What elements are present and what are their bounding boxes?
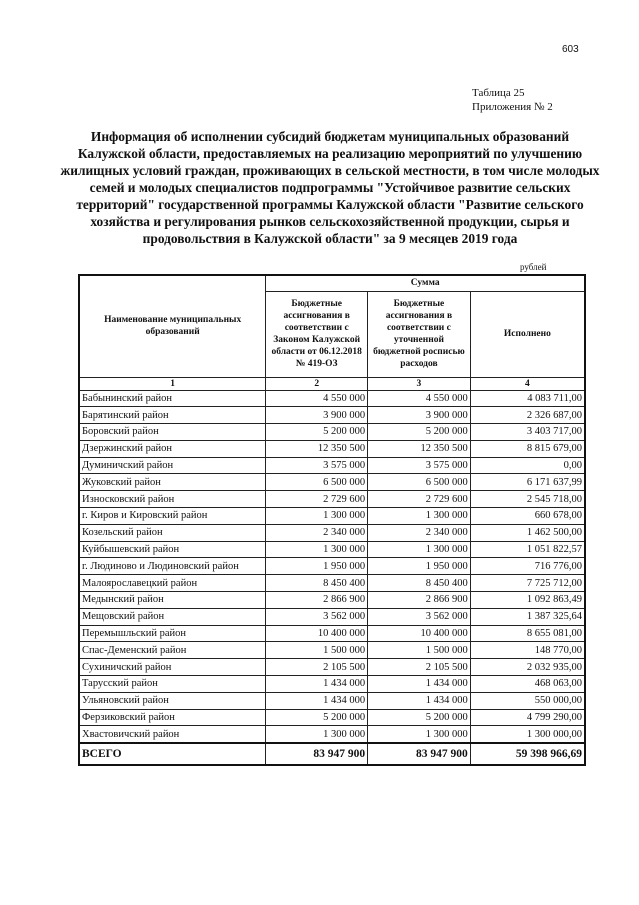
refined-allocation: 6 500 000 [368, 474, 471, 491]
refined-allocation: 10 400 000 [368, 625, 471, 642]
col-number: 3 [368, 377, 471, 390]
table-row [79, 625, 585, 642]
col-number: 1 [79, 377, 266, 390]
municipality-name: Медынский район [79, 592, 266, 609]
executed-amount: 2 545 718,00 [470, 491, 585, 508]
table-row [79, 474, 585, 491]
table-row [79, 608, 585, 625]
municipality-name: Барятинский район [79, 407, 266, 424]
page-number: 603 [562, 44, 579, 55]
executed-amount: 4 083 711,00 [470, 390, 585, 407]
law-allocation: 1 434 000 [266, 676, 368, 693]
law-allocation: 6 500 000 [266, 474, 368, 491]
refined-allocation: 3 562 000 [368, 608, 471, 625]
municipality-name: Спас-Деменский район [79, 642, 266, 659]
municipality-name: Малоярославецкий район [79, 575, 266, 592]
table-row [79, 642, 585, 659]
law-allocation: 2 729 600 [266, 491, 368, 508]
municipality-name: Хвастовичский район [79, 726, 266, 743]
law-allocation: 83 947 900 [266, 743, 368, 765]
refined-allocation: 2 340 000 [368, 524, 471, 541]
executed-amount: 0,00 [470, 457, 585, 474]
executed-amount: 1 462 500,00 [470, 524, 585, 541]
table-row [79, 659, 585, 676]
refined-allocation: 1 300 000 [368, 541, 471, 558]
refined-allocation: 1 434 000 [368, 692, 471, 709]
executed-amount: 8 815 679,00 [470, 440, 585, 457]
refined-allocation: 4 550 000 [368, 390, 471, 407]
appendix-number: Приложения № 2 [472, 101, 553, 113]
law-allocation: 2 866 900 [266, 592, 368, 609]
law-allocation: 3 562 000 [266, 608, 368, 625]
executed-amount: 1 387 325,64 [470, 608, 585, 625]
table-row [79, 676, 585, 693]
municipality-name: Ульяновский район [79, 692, 266, 709]
executed-amount: 7 725 712,00 [470, 575, 585, 592]
refined-allocation: 2 866 900 [368, 592, 471, 609]
law-allocation: 1 300 000 [266, 541, 368, 558]
refined-allocation: 12 350 500 [368, 440, 471, 457]
law-allocation: 3 900 000 [266, 407, 368, 424]
refined-allocation: 5 200 000 [368, 709, 471, 726]
law-allocation: 1 950 000 [266, 558, 368, 575]
municipality-name: ВСЕГО [79, 743, 266, 765]
municipality-name: Жуковский район [79, 474, 266, 491]
municipality-name: Боровский район [79, 424, 266, 441]
table-row [79, 575, 585, 592]
table-row [79, 491, 585, 508]
table-row [79, 424, 585, 441]
law-allocation: 1 500 000 [266, 642, 368, 659]
table-row [79, 592, 585, 609]
refined-allocation: 5 200 000 [368, 424, 471, 441]
table-number: Таблица 25 [472, 87, 525, 99]
municipality-name: Тарусский район [79, 676, 266, 693]
refined-allocation: 1 300 000 [368, 726, 471, 743]
law-allocation: 5 200 000 [266, 424, 368, 441]
executed-amount: 2 326 687,00 [470, 407, 585, 424]
municipality-name: Куйбышевский район [79, 541, 266, 558]
table-row [79, 558, 585, 575]
municipality-name: г. Киров и Кировский район [79, 508, 266, 525]
municipality-name: Думиничский район [79, 457, 266, 474]
law-allocation: 4 550 000 [266, 390, 368, 407]
executed-amount: 716 776,00 [470, 558, 585, 575]
law-allocation: 1 300 000 [266, 726, 368, 743]
header-col4: Исполнено [470, 291, 585, 377]
executed-amount: 1 092 863,49 [470, 592, 585, 609]
refined-allocation: 1 300 000 [368, 508, 471, 525]
law-allocation: 5 200 000 [266, 709, 368, 726]
table-row [79, 440, 585, 457]
refined-allocation: 2 729 600 [368, 491, 471, 508]
law-allocation: 8 450 400 [266, 575, 368, 592]
refined-allocation: 1 434 000 [368, 676, 471, 693]
table-row [79, 726, 585, 743]
law-allocation: 3 575 000 [266, 457, 368, 474]
law-allocation: 2 105 500 [266, 659, 368, 676]
law-allocation: 1 434 000 [266, 692, 368, 709]
executed-amount: 2 032 935,00 [470, 659, 585, 676]
refined-allocation: 1 950 000 [368, 558, 471, 575]
appendix-label [472, 86, 553, 114]
executed-amount: 1 300 000,00 [470, 726, 585, 743]
refined-allocation: 3 900 000 [368, 407, 471, 424]
executed-amount: 1 051 822,57 [470, 541, 585, 558]
executed-amount: 468 063,00 [470, 676, 585, 693]
table-row [79, 508, 585, 525]
header-col2: Бюджетные ассигнования в соответствии с Законом Калужской области от 06.12.2018 № 419-ОЗ [266, 291, 368, 377]
refined-allocation: 3 575 000 [368, 457, 471, 474]
executed-amount: 3 403 717,00 [470, 424, 585, 441]
unit-label: рублей [520, 262, 547, 272]
total-row [79, 743, 585, 765]
law-allocation: 2 340 000 [266, 524, 368, 541]
refined-allocation: 8 450 400 [368, 575, 471, 592]
subsidy-table [78, 274, 586, 766]
col-number: 4 [470, 377, 585, 390]
table-row [79, 692, 585, 709]
document-title: Информация об исполнении субсидий бюджетам муниципальных образований Калужской области, предоставляемых на реализацию мероприятий по улучшению жилищных условий граждан, проживающих в сельской местности, в том числе молодых семей и молодых специалистов подпрограммы "Устойчивое развитие сельских территорий" государственной программы Калужской области "Развитие сельского хозяйства и регулирования рынков сельскохозяйственной продукции, сырья и продовольствия в Калужской области" за 9 месяцев 2019 года [60, 129, 600, 246]
header-col3: Бюджетные ассигнования в соответствии с уточненной бюджетной росписью расходов [368, 291, 471, 377]
table-row [79, 407, 585, 424]
executed-amount: 8 655 081,00 [470, 625, 585, 642]
refined-allocation: 2 105 500 [368, 659, 471, 676]
municipality-name: Износковский район [79, 491, 266, 508]
table-row [79, 524, 585, 541]
law-allocation: 12 350 500 [266, 440, 368, 457]
municipality-name: Ферзиковский район [79, 709, 266, 726]
refined-allocation: 83 947 900 [368, 743, 471, 765]
executed-amount: 148 770,00 [470, 642, 585, 659]
municipality-name: Перемышльский район [79, 625, 266, 642]
law-allocation: 10 400 000 [266, 625, 368, 642]
executed-amount: 660 678,00 [470, 508, 585, 525]
executed-amount: 6 171 637,99 [470, 474, 585, 491]
header-name: Наименование муниципальных образований [79, 275, 266, 377]
header-sum: Сумма [266, 275, 585, 291]
col-number: 2 [266, 377, 368, 390]
table-row [79, 457, 585, 474]
executed-amount: 4 799 290,00 [470, 709, 585, 726]
municipality-name: г. Людиново и Людиновский район [79, 558, 266, 575]
municipality-name: Мещовский район [79, 608, 266, 625]
municipality-name: Козельский район [79, 524, 266, 541]
refined-allocation: 1 500 000 [368, 642, 471, 659]
municipality-name: Дзержинский район [79, 440, 266, 457]
table-row [79, 709, 585, 726]
executed-amount: 59 398 966,69 [470, 743, 585, 765]
law-allocation: 1 300 000 [266, 508, 368, 525]
table-row [79, 541, 585, 558]
municipality-name: Сухиничский район [79, 659, 266, 676]
executed-amount: 550 000,00 [470, 692, 585, 709]
municipality-name: Бабынинский район [79, 390, 266, 407]
table-row [79, 390, 585, 407]
